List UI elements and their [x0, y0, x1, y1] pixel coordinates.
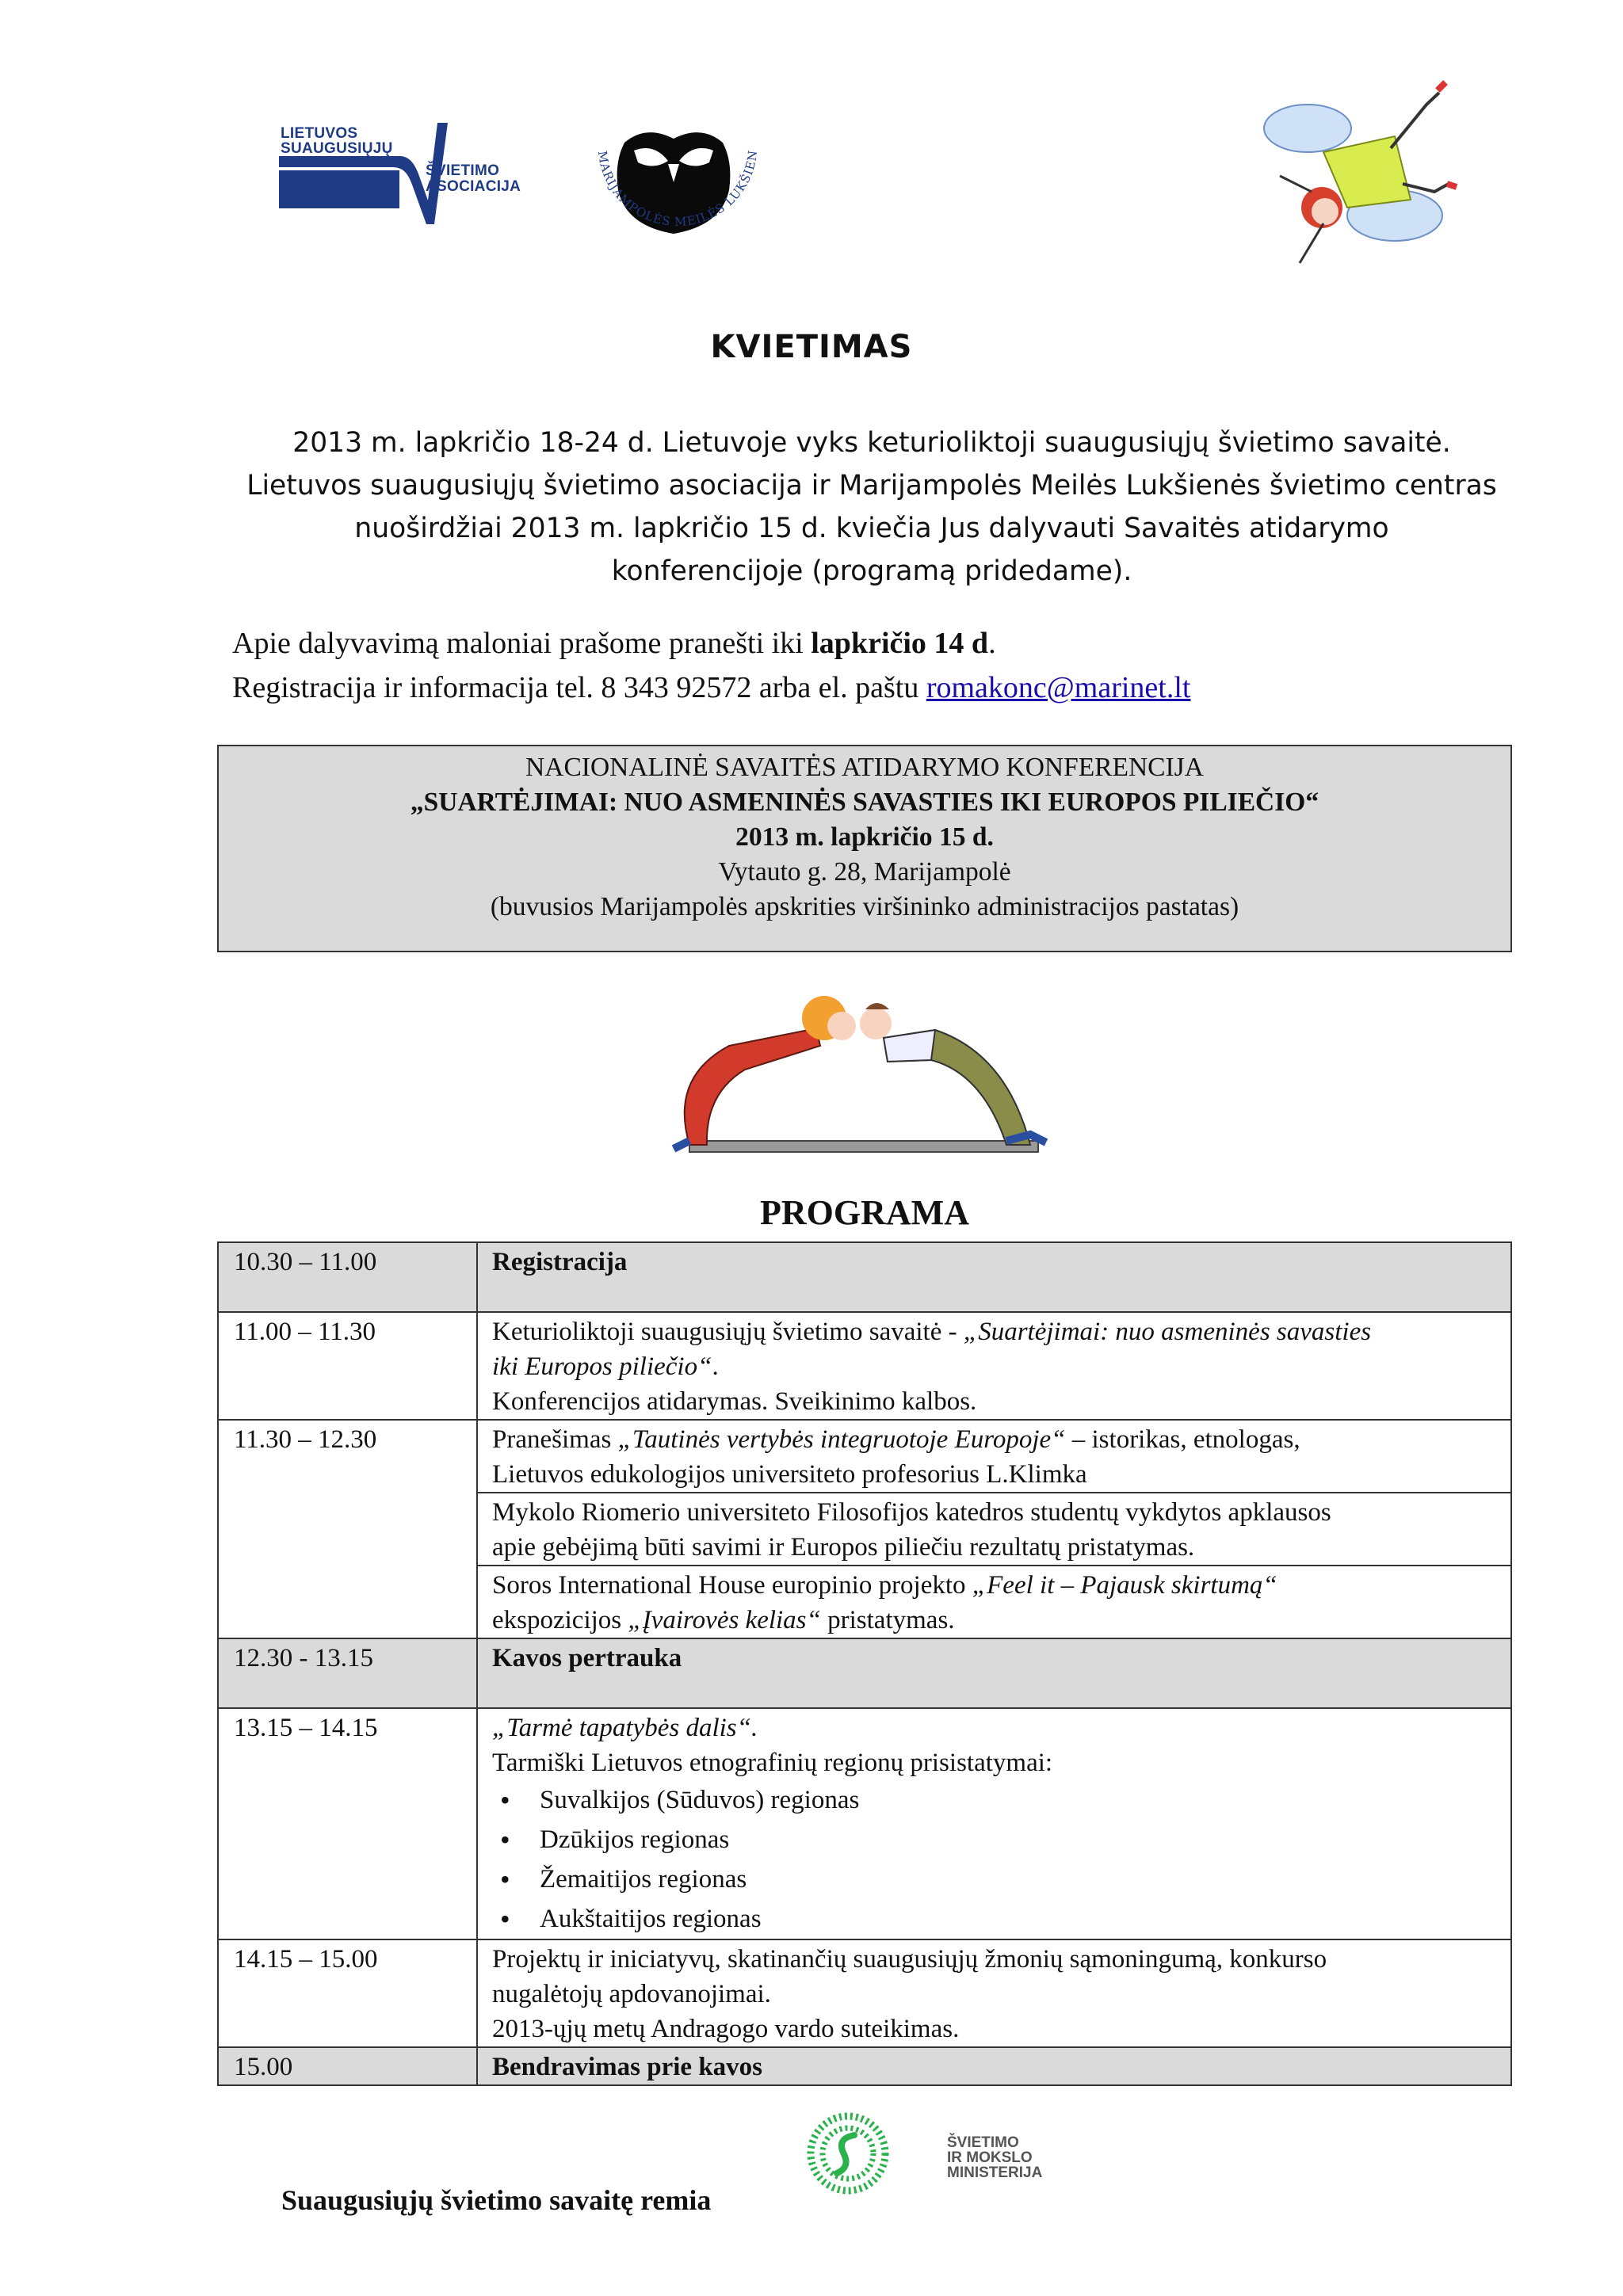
lsa-logo: [279, 115, 533, 226]
conference-address: Vytauto g. 28, Marijampolė: [718, 857, 1011, 887]
notice-deadline: lapkričio 14 d: [811, 627, 989, 660]
activity-cell: [477, 1708, 1511, 1939]
activity-text: Soros International House europinio projekto: [492, 1571, 972, 1600]
intro-line-2: Lietuvos suaugusiųjų švietimo asociacija ir Marijampolės Meilės Lukšienės švietimo centras: [246, 470, 1497, 502]
list-item: • Žemaitijos regionas: [540, 1859, 1496, 1899]
table-row: [218, 1708, 1511, 1939]
time-cell: 15.00: [218, 2047, 477, 2085]
sponsor-caption: Suaugusiųjų švietimo savaitę remia: [281, 2184, 712, 2216]
activity-text: Keturioliktoji suaugusiųjų švietimo savaitė -: [492, 1318, 964, 1346]
fairy-illustration: [1236, 73, 1458, 271]
list-item: • Suvalkijos (Sūduvos) regionas: [540, 1780, 1496, 1820]
lsa-line4: ASOCIACIJA: [426, 178, 521, 195]
activity-cell: Registracija: [477, 1242, 1511, 1312]
activity-cell: [477, 1420, 1511, 1493]
ministry-line-3: MINISTERIJA: [947, 2164, 1043, 2181]
activity-text: apie gebėjimą būti savimi ir Europos piliečiu rezultatų pristatymas.: [492, 1533, 1195, 1562]
time-cell: 11.00 – 11.30: [218, 1312, 477, 1420]
intro-line-3: nuoširdžiai 2013 m. lapkričio 15 d. kviečia Jus dalyvauti Savaitės atidarymo: [354, 513, 1389, 544]
regions-list: [492, 1780, 1496, 1939]
conference-title: „SUARTĖJIMAI: NUO ASMENINĖS SAVASTIES IKI EUROPOS PILIEČIO“: [410, 788, 1319, 817]
activity-cell: [477, 1939, 1511, 2047]
activity-cell: [477, 1312, 1511, 1420]
activity-italic: „Feel it – Pajausk skirtumą“: [972, 1571, 1277, 1600]
activity-text: .: [712, 1352, 719, 1381]
activity-italic: „Suartėjimai: nuo asmeninės savasties: [963, 1318, 1372, 1346]
kissing-figures-illustration: [658, 982, 1078, 1165]
lsa-blue-block: [279, 170, 399, 208]
lsa-line3: ŠVIETIMO: [426, 162, 500, 179]
conference-line-1: NACIONALINĖ SAVAITĖS ATIDARYMO KONFERENCIJA: [525, 753, 1204, 782]
lsa-line2: SUAUGUSIŲJŲ: [281, 140, 393, 157]
time-cell: 11.30 – 12.30: [218, 1420, 477, 1638]
activity-text: Projektų ir iniciatyvų, skatinančių suaugusiųjų žmonių sąmoningumą, konkurso: [492, 1945, 1327, 1974]
activity-text: Konferencijos atidarymas. Sveikinimo kalbos.: [492, 1387, 977, 1416]
intro-line-4: konferencijoje (programą pridedame).: [611, 555, 1132, 587]
activity-cell: Kavos pertrauka: [477, 1638, 1511, 1708]
activity-cell: [477, 1493, 1511, 1566]
activity-text: pristatymas.: [820, 1606, 955, 1634]
lsa-line1: LIETUVOS: [281, 125, 358, 142]
activity-text: Mykolo Riomerio universiteto Filosofijos katedros studentų vykdytos apklausos: [492, 1498, 1331, 1527]
mmlsc-ring-text: MARIJAMPOLĖS MEILĖS LUKŠIEN: [594, 149, 761, 230]
activity-italic: „Tautinės vertybės integruotoje Europoje“: [617, 1425, 1066, 1454]
ministry-line-1: ŠVIETIMO: [947, 2134, 1019, 2151]
program-table: [217, 1241, 1512, 2086]
activity-text: Pranešimas: [492, 1425, 618, 1454]
notice-line-1: [232, 621, 1579, 666]
conference-date: 2013 m. lapkričio 15 d.: [735, 822, 994, 852]
activity-italic: „Tarmė tapatybės dalis“.: [492, 1714, 758, 1742]
activity-text: ekspozicijos: [492, 1606, 628, 1634]
table-row: [218, 1420, 1511, 1493]
conference-building: (buvusios Marijampolės apskrities viršininko administracijos pastatas): [490, 892, 1239, 921]
table-row: [218, 2047, 1511, 2085]
activity-italic: „Įvairovės kelias“: [628, 1606, 821, 1634]
table-row: [218, 1638, 1511, 1708]
registration-notice: [232, 621, 1579, 710]
intro-line-1: 2013 m. lapkričio 18-24 d. Lietuvoje vyks keturioliktoji suaugusiųjų švietimo savaitė.: [292, 427, 1451, 459]
table-row: [218, 1312, 1511, 1420]
activity-text: – istorikas, etnologas,: [1065, 1425, 1300, 1454]
email-link[interactable]: romakonc@marinet.lt: [926, 671, 1191, 704]
notice-line-2: [232, 666, 1579, 710]
activity-text: nugalėtojų apdovanojimai.: [492, 1980, 771, 2008]
notice-deadline-prefix: Apie dalyvavimą maloniai prašome pranešti iki: [232, 627, 812, 660]
time-cell: 13.15 – 14.15: [218, 1708, 477, 1939]
time-cell: 10.30 – 11.00: [218, 1242, 477, 1312]
activity-cell: [477, 1566, 1511, 1638]
time-cell: 12.30 - 13.15: [218, 1638, 477, 1708]
intro-text: [182, 421, 1561, 593]
ministry-line-2: IR MOKSLO: [947, 2149, 1033, 2166]
notice-contact-prefix: Registracija ir informacija tel. 8 343 92572 arba el. paštu: [232, 671, 926, 704]
program-title: PROGRAMA: [760, 1193, 969, 1232]
table-row: [218, 1242, 1511, 1312]
activity-italic: iki Europos piliečio“: [492, 1352, 712, 1381]
mmlsc-logo: [575, 115, 781, 277]
activity-text: Tarmiški Lietuvos etnografinių regionų prisistatymai:: [492, 1749, 1053, 1777]
activity-cell: Bendravimas prie kavos: [477, 2047, 1511, 2085]
activity-text: Lietuvos edukologijos universiteto profesorius L.Klimka: [492, 1460, 1087, 1489]
time-cell: 14.15 – 15.00: [218, 1939, 477, 2047]
conference-box: [217, 745, 1512, 952]
list-item: • Dzūkijos regionas: [540, 1820, 1496, 1859]
ministry-logo: [802, 2111, 1056, 2195]
list-item: • Aukštaitijos regionas: [540, 1899, 1496, 1939]
table-row: [218, 1939, 1511, 2047]
page-title: KVIETIMAS: [710, 329, 913, 365]
notice-deadline-suffix: .: [988, 627, 996, 660]
activity-text: 2013-ųjų metų Andragogo vardo suteikimas.: [492, 2015, 960, 2043]
